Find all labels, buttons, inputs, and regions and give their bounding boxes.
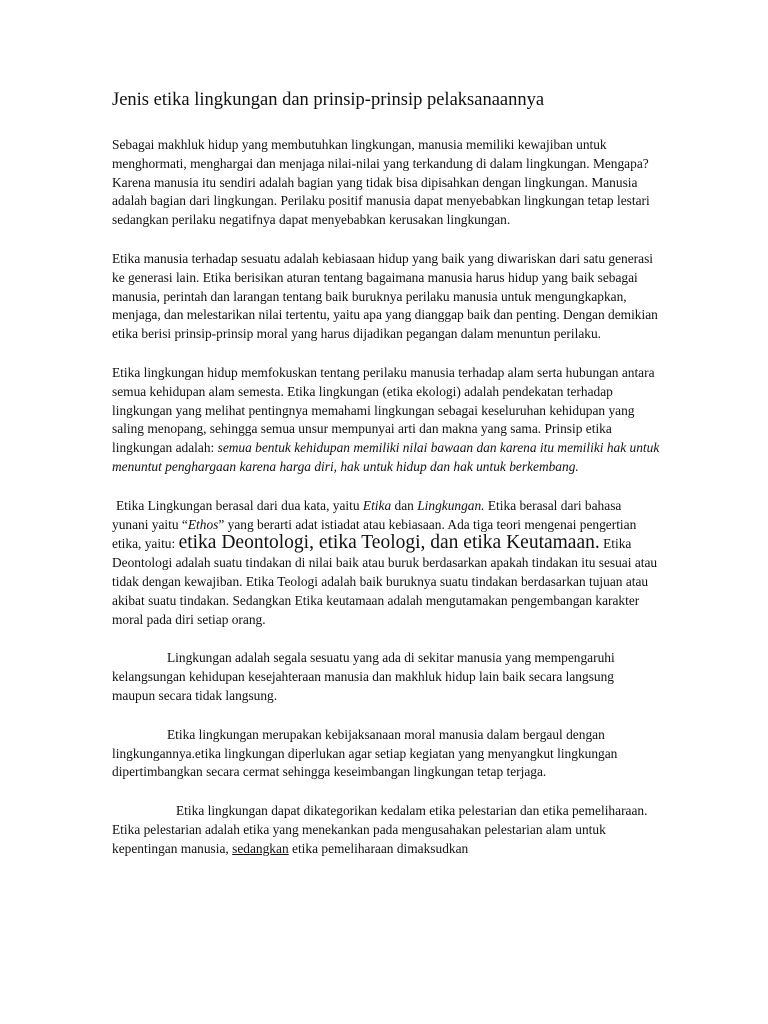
p4-text-b: dan xyxy=(391,497,418,513)
paragraph-7 xyxy=(112,802,660,858)
paragraph-3-text: Etika lingkungan hidup memfokuskan tentang perilaku manusia terhadap alam serta hubungan antara semua kehidupan alam semesta. Etika lingkungan (etika ekologi) adalah pendekatan terhadap lingkungan yang melihat pentingnya memahami lingkungan sebagai keseluruhan kehidupan yang saling menopang, sehingga semua unsur mempunyai arti dan makna yang sama. Prinsip etika lingkungan adalah: xyxy=(112,364,655,456)
paragraph-6: Etika lingkungan merupakan kebijaksanaan moral manusia dalam bergaul dengan lingkungannya.etika lingkungan diperlukan agar setiap kegiatan yang menyangkut lingkungan dipertimbangkan secara cermat sehingga keseimbangan lingkungan tetap terjaga. xyxy=(112,726,618,780)
paragraph-5: Lingkungan adalah segala sesuatu yang ada di sekitar manusia yang mempengaruhi kelangsungan kehidupan kesejahteraan manusia dan makhluk hidup lain baik secara langsung maupun secara tidak langsung. xyxy=(112,650,615,703)
p7-text-a: Etika lingkungan dapat dikategorikan kedalam etika pelestarian dan etika pemeliharaan. Etika pelestarian adalah etika yang menekankan pada mengusahakan pelestarian alam untuk kepentingan manusia, xyxy=(112,803,648,856)
p4-text-a: Etika Lingkungan berasal dari dua kata, yaitu xyxy=(116,497,363,513)
p7-underlined: sedangkan xyxy=(232,840,289,856)
document-title: Jenis etika lingkungan dan prinsip-prinsip pelaksanaannya xyxy=(112,90,545,110)
p7-text-b: etika pemeliharaan dimaksudkan xyxy=(288,840,469,856)
p4-large-text: etika Deontologi, etika Teologi, dan etika Keutamaan. xyxy=(178,532,600,554)
paragraph-2: Etika manusia terhadap sesuatu adalah kebiasaan hidup yang baik yang diwariskan dari satu generasi ke generasi lain. Etika berisikan aturan tentang bagaimana manusia harus hidup yang baik sebagai manusia, perintah dan larangan tentang baik buruknya perilaku manusia untuk mengungkapkan, menjaga, dan melestarikan nilai tertentu, yaitu apa yang dianggap baik dan penting. Dengan demikian etika berisi prinsip-prinsip moral yang harus dijadikan pegangan dalam menuntun perilaku. xyxy=(112,250,658,342)
p4-etika: Etika xyxy=(362,497,392,513)
p4-text-d: ” yang berarti adat istiadat atau kebiasaan. Ada tiga teori mengenai pengertian etika, yaitu: xyxy=(112,516,637,552)
paragraph-3-italic: semua bentuk kehidupan memiliki nilai bawaan dan karena itu memiliki hak untuk menuntut penghargaan karena harga diri, hak untuk hidup dan hak untuk berkembang. xyxy=(112,440,660,474)
paragraph-3 xyxy=(112,364,660,477)
p4-ethos: Ethos xyxy=(187,516,219,532)
p4-text-e: Etika Deontologi adalah suatu tindakan di nilai baik atau buruk berdasarkan apakah tindakan itu sesuai atau tidak dengan kewajiban. Etika Teologi adalah baik buruknya suatu tindakan berdasarkan tujuan atau akibat suatu tindakan. Sedangkan Etika keutamaan adalah mengutamakan pengembangan karakter moral pada diri setiap orang. xyxy=(112,536,658,627)
document-body xyxy=(112,88,660,879)
p4-text-c: Etika berasal dari bahasa yunani yaitu “ xyxy=(112,497,622,532)
paragraph-4 xyxy=(112,497,660,630)
p4-lingkungan: Lingkungan. xyxy=(417,497,485,513)
paragraph-1: Sebagai makhluk hidup yang membutuhkan lingkungan, manusia memiliki kewajiban untuk menghormati, menghargai dan menjaga nilai-nilai yang terkandung di dalam lingkungan. Mengapa? Karena manusia itu sendiri adalah bagian yang tidak bisa dipisahkan dengan lingkungan. Manusia adalah bagian dari lingkungan. Perilaku positif manusia dapat menyebabkan lingkungan tetap lestari sedangkan perilaku negatifnya dapat menyebabkan kerusakan lingkungan. xyxy=(112,137,650,228)
